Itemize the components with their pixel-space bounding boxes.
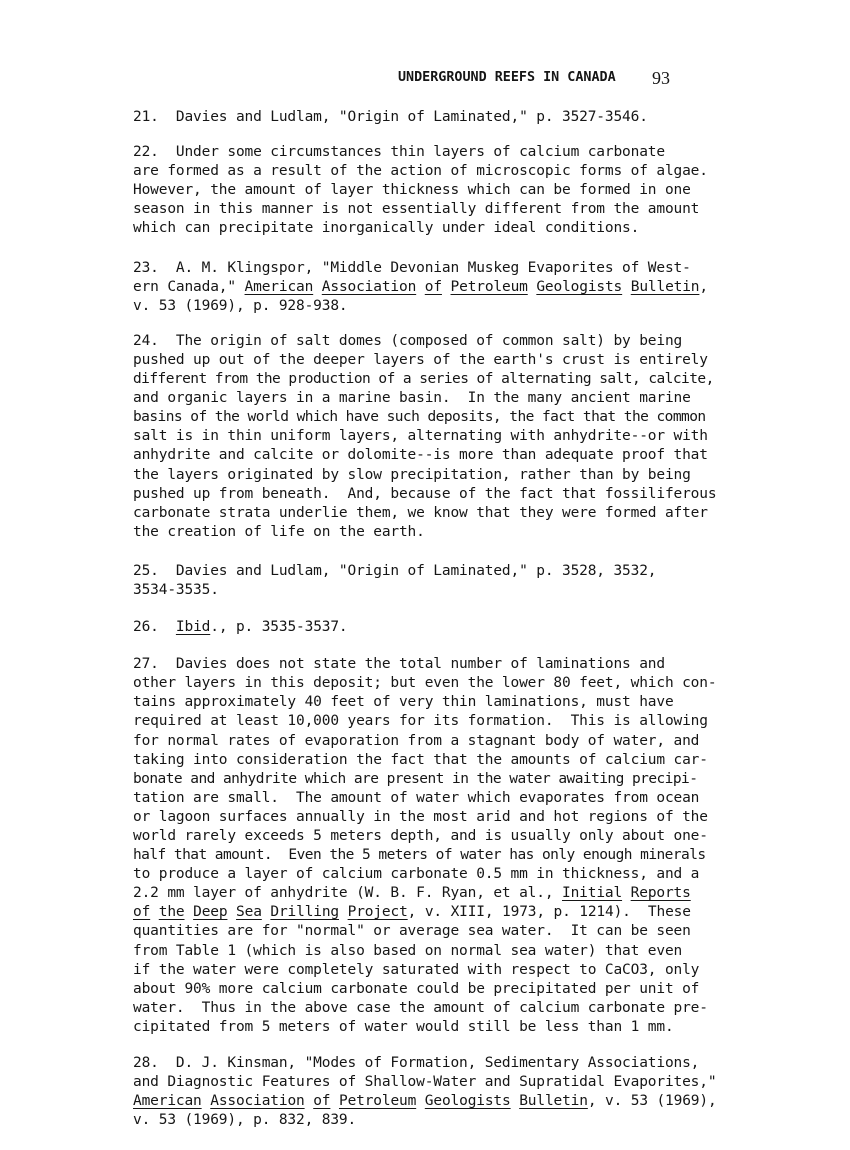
note-line <box>133 351 733 370</box>
note-line <box>133 674 733 693</box>
note-text <box>511 1093 520 1109</box>
note-text <box>622 885 631 901</box>
note-gap <box>133 600 733 618</box>
note-line <box>133 846 733 865</box>
note-gap <box>133 127 733 143</box>
note-text: 28. D. J. Kinsman, "Modes of Formation, Sedimentary Associations, <box>133 1055 700 1072</box>
note-gap <box>133 637 733 655</box>
underlined-title-word: Project <box>347 904 408 921</box>
note-text: for normal rates of evaporation from a stagnant body of water, and <box>133 732 700 749</box>
underlined-title-word: American <box>244 278 314 295</box>
note-line <box>133 942 733 961</box>
note-line <box>133 655 733 674</box>
page-number: 93 <box>652 68 670 88</box>
note-27 <box>133 655 733 1037</box>
note-line <box>133 1073 733 1092</box>
underlined-title-word: Drilling <box>270 904 340 921</box>
note-line <box>133 999 733 1018</box>
underlined-title-word: Geologists <box>424 1093 511 1110</box>
underlined-title-word: Initial <box>562 885 623 902</box>
note-line <box>133 980 733 999</box>
note-text: , <box>699 278 708 295</box>
note-25 <box>133 562 733 600</box>
note-text: bonate and anhydrite which are present in the water awaiting precipi- <box>133 770 698 787</box>
note-text: basins of the world which have such deposits, the fact that the common <box>133 409 706 426</box>
note-text: 23. A. M. Klingspor, "Middle Devonian Muskeg Evaporites of West- <box>133 259 691 276</box>
note-text: are formed as a result of the action of microscopic forms of algae. <box>133 163 708 180</box>
note-text: the layers originated by slow precipitation, rather than by being <box>133 466 691 483</box>
note-line <box>133 427 733 446</box>
note-gap <box>133 316 733 332</box>
note-text: which can precipitate inorganically under ideal conditions. <box>133 220 640 237</box>
note-text <box>227 904 236 920</box>
underlined-title-word: Petroleum <box>338 1093 417 1110</box>
note-line <box>133 523 733 542</box>
note-text: v. 53 (1969), p. 928-938. <box>133 297 348 314</box>
note-text: , v. 53 (1969), <box>587 1093 717 1110</box>
note-text <box>185 904 194 920</box>
running-title: UNDERGROUND REEFS IN CANADA <box>398 70 616 85</box>
note-line <box>133 1111 733 1130</box>
note-text: quantities are for "normal" or average sea water. It can be seen <box>133 923 691 940</box>
note-line <box>133 108 733 127</box>
note-text: 24. The origin of salt domes (composed of common salt) by being <box>133 332 683 349</box>
note-text: the creation of life on the earth. <box>133 523 425 540</box>
underlined-title-word: of <box>424 278 442 295</box>
note-line <box>133 884 733 903</box>
note-text: and Diagnostic Features of Shallow-Water and Supratidal Evaporites," <box>133 1074 717 1091</box>
note-text: 2.2 mm layer of anhydrite (W. B. F. Ryan, et al., <box>133 885 562 902</box>
note-line <box>133 332 733 351</box>
note-text: and organic layers in a marine basin. In the many ancient marine <box>133 390 691 407</box>
note-text: cipitated from 5 meters of water would still be less than 1 mm. <box>133 1018 674 1035</box>
note-line <box>133 389 733 408</box>
note-line <box>133 562 733 581</box>
note-text: anhydrite and calcite or dolomite--is more than adequate proof that <box>133 447 708 464</box>
note-text <box>330 1093 339 1109</box>
note-text: other layers in this deposit; but even the lower 80 feet, which con- <box>133 675 717 692</box>
underlined-title-word: Reports <box>630 885 691 902</box>
note-text: water. Thus in the above case the amount of calcium carbonate pre- <box>133 999 708 1016</box>
note-line <box>133 446 733 465</box>
note-text: 26. <box>133 619 176 636</box>
note-gap <box>133 542 733 562</box>
note-text: tains approximately 40 feet of very thin laminations, must have <box>133 694 674 711</box>
note-line <box>133 732 733 751</box>
note-text: 3534-3535. <box>133 581 219 598</box>
note-text <box>202 1093 211 1109</box>
note-line <box>133 504 733 523</box>
note-text <box>150 904 159 920</box>
note-text: pushed up from beneath. And, because of the fact that fossiliferous <box>133 485 717 502</box>
note-text: from Table 1 (which is also based on normal sea water) that even <box>133 942 683 959</box>
note-line <box>133 712 733 731</box>
note-line <box>133 581 733 600</box>
note-text <box>622 279 631 295</box>
note-line <box>133 922 733 941</box>
note-line <box>133 1054 733 1073</box>
note-text: 21. Davies and Ludlam, "Origin of Laminated," p. 3527-3546. <box>133 109 648 125</box>
note-text: salt is in thin uniform layers, alternating with anhydrite--or with <box>133 428 708 445</box>
note-line <box>133 808 733 827</box>
note-text: season in this manner is not essentially different from the amount <box>133 201 700 218</box>
note-line <box>133 903 733 922</box>
note-line <box>133 693 733 712</box>
note-text: ., p. 3535-3537. <box>210 619 348 636</box>
note-text: 27. Davies does not state the total number of laminations and <box>133 656 665 673</box>
note-line <box>133 162 733 181</box>
note-text: ern Canada," <box>133 278 245 295</box>
note-text: required at least 10,000 years for its formation. This is allowing <box>133 713 708 730</box>
underlined-title-word: Deep <box>193 904 228 921</box>
underlined-title-word: Sea <box>236 904 262 921</box>
underlined-title-word: Association <box>210 1093 305 1110</box>
note-line <box>133 259 733 278</box>
note-text: or lagoon surfaces annually in the most arid and hot regions of the <box>133 808 708 825</box>
note-gap <box>133 239 733 259</box>
note-line <box>133 466 733 485</box>
underlined-title-word: Bulletin <box>630 278 700 295</box>
underlined-title-word: Bulletin <box>519 1093 588 1110</box>
note-text: carbonate strata underlie them, we know that they were formed after <box>133 504 708 521</box>
note-text: , v. XIII, 1973, p. 1214). These <box>407 904 691 921</box>
note-text: v. 53 (1969), p. 832, 839. <box>133 1112 357 1129</box>
note-text: to produce a layer of calcium carbonate 0.5 mm in thickness, and a <box>133 866 700 883</box>
underlined-title-word: Association <box>321 278 417 295</box>
note-line <box>133 751 733 770</box>
note-text: if the water were completely saturated with respect to CaCO3, only <box>133 961 700 978</box>
note-line <box>133 827 733 846</box>
note-text: pushed up out of the deeper layers of the earth's crust is entirely <box>133 351 708 368</box>
note-line <box>133 770 733 789</box>
note-text <box>339 904 348 920</box>
underlined-title-word: the <box>158 904 185 921</box>
note-line <box>133 370 733 389</box>
note-28 <box>133 1054 733 1130</box>
note-text: different from the production of a series of alternating salt, calcite, <box>133 371 714 388</box>
note-26 <box>133 618 733 637</box>
note-text: taking into consideration the fact that the amounts of calcium car- <box>133 751 708 768</box>
note-line <box>133 219 733 238</box>
underlined-title-word: Ibid <box>175 619 211 636</box>
underlined-title-word: American <box>133 1093 202 1110</box>
note-line <box>133 865 733 884</box>
note-text <box>313 279 322 295</box>
note-line <box>133 297 733 316</box>
note-line <box>133 408 733 427</box>
underlined-title-word: of <box>313 1093 331 1110</box>
note-line <box>133 1092 733 1111</box>
note-text <box>305 1093 314 1109</box>
note-21 <box>133 108 733 127</box>
notes-list <box>133 108 733 1130</box>
note-line <box>133 181 733 200</box>
note-line <box>133 1018 733 1037</box>
note-line <box>133 485 733 504</box>
note-line <box>133 789 733 808</box>
note-text: tation are small. The amount of water which evaporates from ocean <box>133 789 700 806</box>
note-line <box>133 961 733 980</box>
note-line <box>133 618 733 637</box>
note-text <box>442 279 451 295</box>
note-line <box>133 200 733 219</box>
note-text: half that amount. Even the 5 meters of water has only enough minerals <box>133 847 706 864</box>
note-line <box>133 278 733 297</box>
note-line <box>133 143 733 162</box>
note-gap <box>133 1037 733 1054</box>
note-24 <box>133 332 733 542</box>
note-text: 22. Under some circumstances thin layers of calcium carbonate <box>133 144 665 161</box>
note-text: about 90% more calcium carbonate could be precipitated per unit of <box>133 980 700 997</box>
note-text: However, the amount of layer thickness which can be formed in one <box>133 182 691 199</box>
note-22 <box>133 143 733 238</box>
note-text <box>416 279 425 295</box>
note-text: 25. Davies and Ludlam, "Origin of Laminated," p. 3528, 3532, <box>133 562 657 579</box>
underlined-title-word: of <box>133 904 151 921</box>
underlined-title-word: Petroleum <box>450 278 528 295</box>
note-23 <box>133 259 733 316</box>
note-text <box>416 1093 425 1109</box>
underlined-title-word: Geologists <box>536 278 623 295</box>
note-text: world rarely exceeds 5 meters depth, and is usually only about one- <box>133 828 708 844</box>
